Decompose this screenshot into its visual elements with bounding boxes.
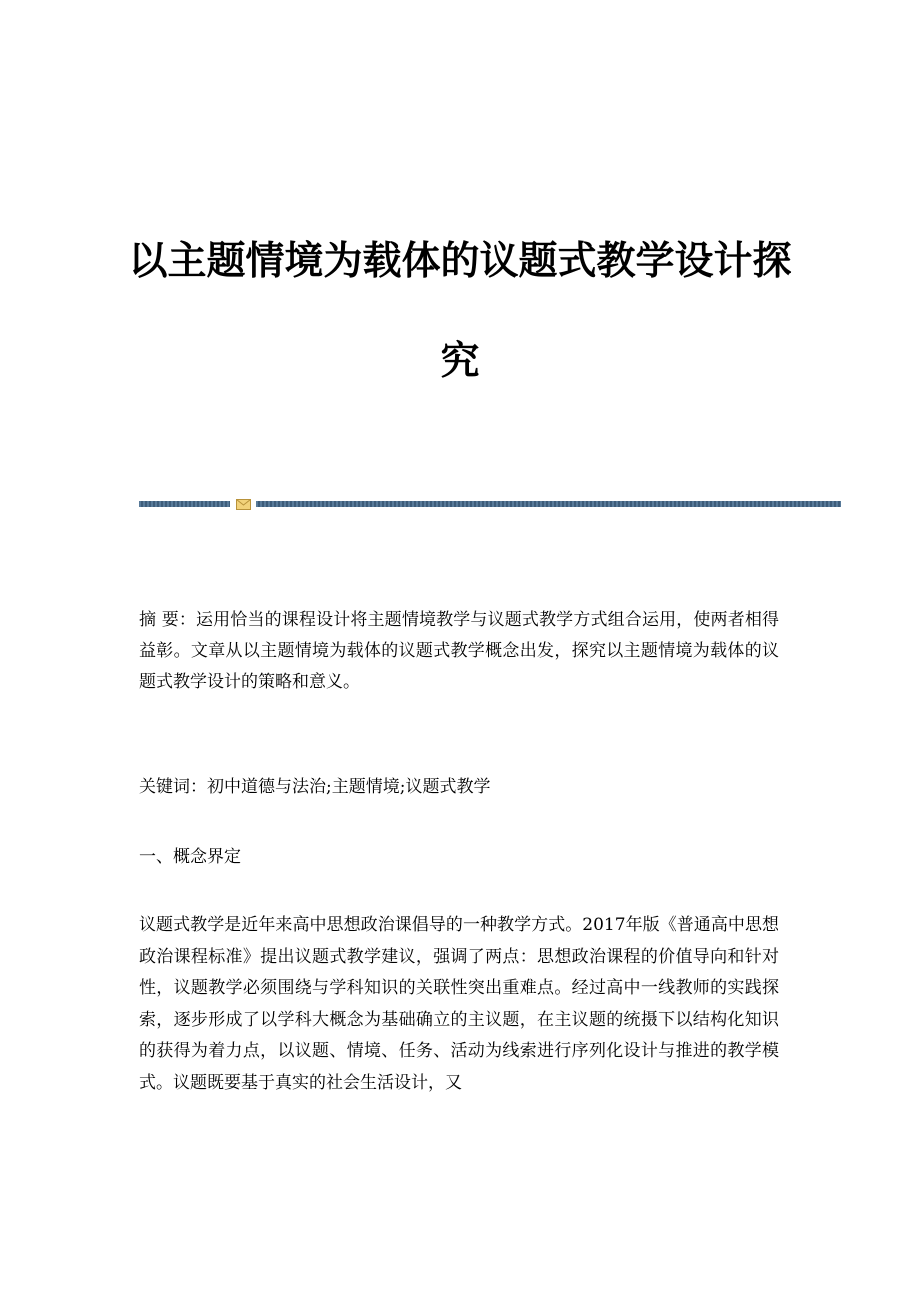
decorative-divider [139, 498, 841, 510]
divider-bar-right [256, 501, 841, 507]
section-heading: 一、概念界定 [139, 847, 241, 867]
document-title-line-2: 究 [440, 339, 480, 384]
body-paragraph: 议题式教学是近年来高中思想政治课倡导的一种教学方式。2017年版《普通高中思想政治课程标准》提出议题式教学建议，强调了两点：思想政治课程的价值导向和针对性，议题教学必须围绕与学科知识的关联性突出重难点。经过高中一线教师的实践探索，逐步形成了以学科大概念为基础确立的主议题，在主议题的统摄下以结构化知识的获得为着力点，以议题、情境、任务、活动为线索进行序列化设计与推进的教学模式。议题既要基于真实的社会生活设计，又 [139, 915, 779, 1093]
keywords-line: 关键词：初中道德与法治;主题情境;议题式教学 [139, 777, 491, 797]
envelope-icon [236, 498, 251, 510]
divider-bar-left [139, 501, 230, 507]
abstract-paragraph: 摘 要：运用恰当的课程设计将主题情境教学与议题式教学方式组合运用，使两者相得益彰。文章从以主题情境为载体的议题式教学概念出发，探究以主题情境为载体的议题式教学设计的策略和意义。 [139, 610, 779, 692]
document-title-line-1: 以主题情境为载体的议题式教学设计探 [128, 239, 792, 284]
